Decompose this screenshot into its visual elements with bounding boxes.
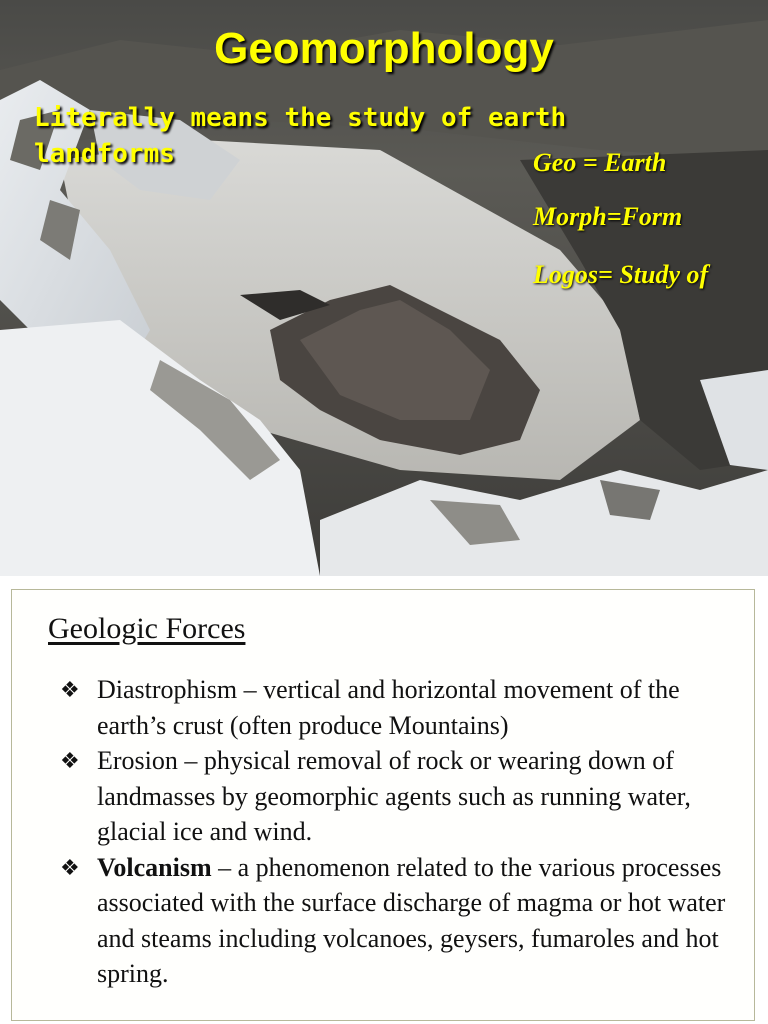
list-item: [60, 743, 740, 850]
slide-title: Geologic Forces: [48, 612, 246, 645]
force-term: Erosion: [97, 746, 178, 775]
forces-list: [60, 672, 740, 992]
slide-subtitle: Literally means the study of earth landforms: [34, 103, 567, 169]
force-description: – physical removal of rock or wearing down of landmasses by geomorphic agents such as running water, glacial ice and wind.: [97, 746, 691, 846]
four-diamond-bullet-icon: ❖: [60, 748, 80, 773]
four-diamond-bullet-icon: ❖: [60, 854, 80, 880]
definition-geo: Geo = Earth: [533, 148, 667, 177]
force-description: – a phenomenon related to the various processes associated with the surface discharge of magma or hot water and steams including volcanoes, geysers, fumaroles and hot spring.: [97, 852, 726, 988]
force-term: Volcanism: [97, 852, 212, 882]
definition-logos: Logos= Study of: [533, 260, 709, 289]
slide-title: Geomorphology: [214, 24, 554, 73]
four-diamond-bullet-icon: ❖: [60, 677, 80, 702]
definition-morph: Morph=Form: [533, 202, 683, 231]
force-description: – vertical and horizontal movement of the earth’s crust (often produce Mountains): [97, 675, 680, 740]
list-item: [60, 850, 740, 992]
force-term: Diastrophism: [97, 675, 238, 704]
slide-geologic-forces: [0, 576, 768, 1024]
list-item: [60, 672, 740, 743]
